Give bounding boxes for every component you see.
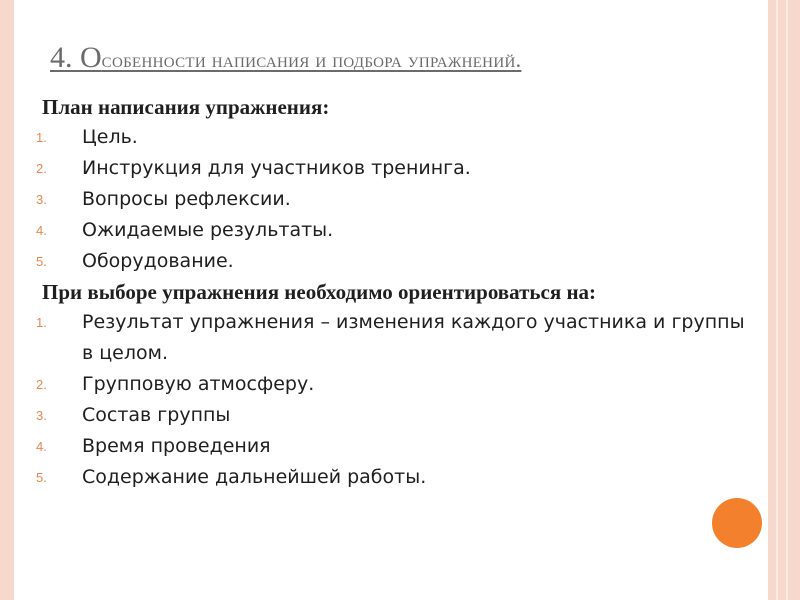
list-text: Групповую атмосферу. (82, 373, 315, 395)
slide-title-rest: собенности написания и подбора упражнений. (101, 47, 522, 72)
list-text: Время проведения (82, 435, 271, 457)
list-text: Инструкция для участников тренинга. (82, 157, 471, 179)
slide-content (36, 92, 760, 493)
list-number: 4. (36, 439, 47, 454)
list-text: Цель. (82, 126, 138, 148)
list-item (36, 153, 760, 184)
right-border-line (786, 0, 788, 600)
list-item (36, 307, 760, 369)
list-number: 4. (36, 223, 47, 238)
list-text: Вопросы рефлексии. (82, 188, 291, 210)
list-item (36, 122, 760, 153)
list-item (36, 369, 760, 400)
list-number: 3. (36, 408, 47, 423)
list-text: Ожидаемые результаты. (82, 219, 334, 241)
list-text: Содержание дальнейшей работы. (82, 466, 427, 488)
list-item (36, 215, 760, 246)
list-item (36, 246, 760, 277)
list-number: 5. (36, 470, 47, 485)
list-item (36, 462, 760, 493)
right-border-line (776, 0, 778, 600)
list-number: 1. (36, 130, 47, 145)
list-item (36, 400, 760, 431)
list-number: 1. (36, 315, 47, 330)
list-number: 2. (36, 377, 47, 392)
list-number: 2. (36, 161, 47, 176)
list-item (36, 184, 760, 215)
left-decorative-border (0, 0, 14, 600)
plan-list (36, 122, 760, 277)
selection-list (36, 307, 760, 493)
slide-title-prefix: 4. О (50, 41, 102, 74)
list-text: Состав группы (82, 404, 231, 426)
plan-heading: План написания упражнения: (42, 95, 330, 119)
list-text: Результат упражнения – изменения каждого участника и группы в целом. (82, 311, 745, 364)
list-text: Оборудование. (82, 250, 234, 272)
right-decorative-border (768, 0, 800, 600)
slide-title (50, 36, 770, 82)
list-item (36, 431, 760, 462)
list-number: 3. (36, 192, 47, 207)
orange-accent-circle (712, 498, 762, 548)
list-number: 5. (36, 254, 47, 269)
selection-heading: При выборе упражнения необходимо ориентироваться на: (42, 280, 597, 304)
